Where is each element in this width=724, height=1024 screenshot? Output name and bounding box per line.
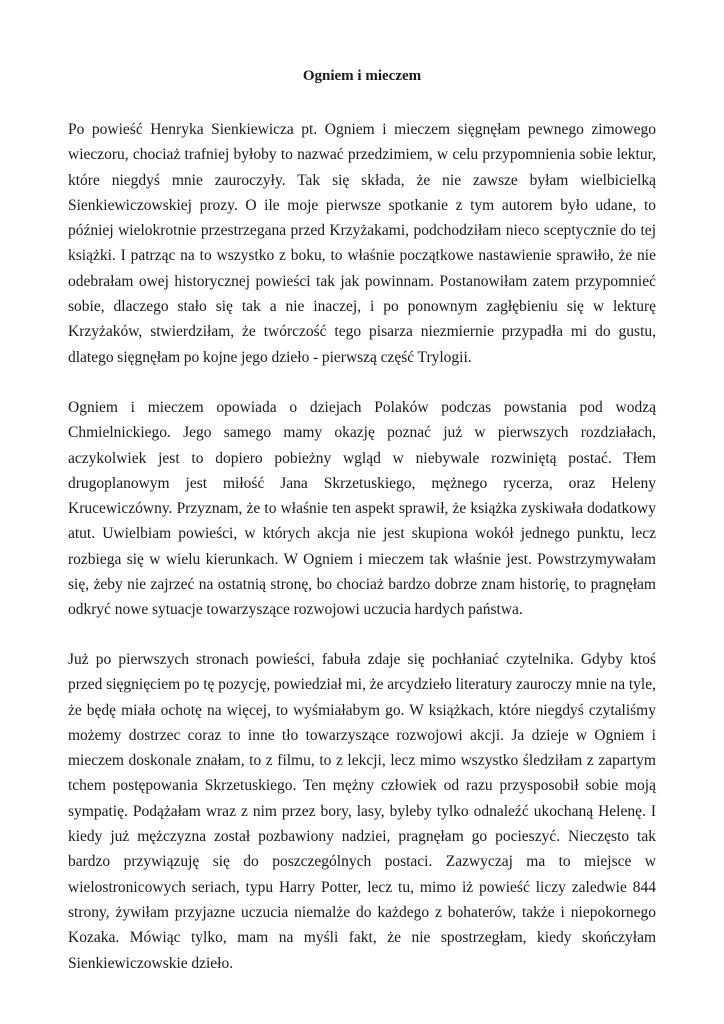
paragraph: Po powieść Henryka Sienkiewicza pt. Ogniem i mieczem sięgnęłam pewnego zimowego wieczoru, chociaż trafniej byłoby to nazwać przedzimiem, w celu przypomnienia sobie lektur, które niegdyś mnie zauroczyły. Tak się składa, że nie zawsze byłam wielbicielką Sienkiewiczowskiej prozy. O ile moje pierwsze spotkanie z tym autorem było udane, to później wielokrotnie przestrzegana przed Krzyżakami, podchodziłam nieco sceptycznie do tej książki. I patrząc na to wszystko z boku, to właśnie początkowe nastawienie sprawiło, że nie odebrałam owej historycznej powieści tak jak powinnam. Postanowiłam zatem przypomnieć sobie, dlaczego stało się tak a nie inaczej, i po ponownym zagłębieniu się w lekturę Krzyżaków, stwierdziłam, że twórczość tego pisarza niezmiernie przypadła mi do gustu, dlatego sięgnęłam po kojne jego dzieło - pierwszą część Trylogii. (68, 121, 656, 366)
document-title: Ogniem i mieczem (302, 68, 422, 84)
paragraph: Ogniem i mieczem opowiada o dziejach Polaków podczas powstania pod wodzą Chmielnickiego. Jego samego mamy okazję poznać już w pierwszych rozdziałach, aczykolwiek jest to dopiero pobieżny wgląd w niebywale rozwiniętą postać. Tłem drugoplanowym jest miłość Jana Skrzetuskiego, mężnego rycerza, oraz Heleny Krucewiczówny. Przyznam, że to właśnie ten aspekt sprawił, że książka zyskiwała dodatkowy atut. Uwielbiam powieści, w których akcja nie jest skupiona wokół jednego punktu, lecz rozbiega się w wielu kierunkach. W Ogniem i mieczem tak właśnie jest. Powstrzymywałam się, żeby nie zajrzeć na ostatnią stronę, bo chociaż bardzo dobrze znam historię, to pragnęłam odkryć nowe sytuacje towarzyszące rozwojowi uczucia hardych państwa. (68, 399, 656, 619)
paragraph: Już po pierwszych stronach powieści, fabuła zdaje się pochłaniać czytelnika. Gdyby ktoś przed sięgnięciem po tę pozycję, powiedział mi, że arcydzieło literatury zauroczy mnie na tyle, że będę miała ochotę na więcej, to wyśmiałabym go. W książkach, które niegdyś czytaliśmy możemy dostrzec coraz to inne tło towarzyszące rozwojowi akcji. Ja dzieje w Ogniem i mieczem doskonale znałam, to z filmu, to z lekcji, lecz mimo wszystko śledziłam z zapartym tchem postępowania Skrzetuskiego. Ten mężny człowiek od razu przysposobił sobie moją sympatię. Podążałam wraz z nim przez bory, lasy, byleby tylko odnaleźć ukochaną Helenę. I kiedy już mężczyzna został pozbawiony nadziei, pragnęłam go pocieszyć. Nieczęsto tak bardzo przywiązuję się do poszczególnych postaci. Zazwyczaj ma to miejsce w wielostronicowych seriach, typu Harry Potter, lecz tu, mimo iż powieść liczy zaledwie 844 strony, żywiłam przyjazne uczucia niemalże do każdego z bohaterów, także i niepokornego Kozaka. Mówiąc tylko, mam na myśli fakt, że nie spostrzegłam, kiedy skończyłam Sienkiewiczowskie dzieło. (68, 651, 656, 972)
